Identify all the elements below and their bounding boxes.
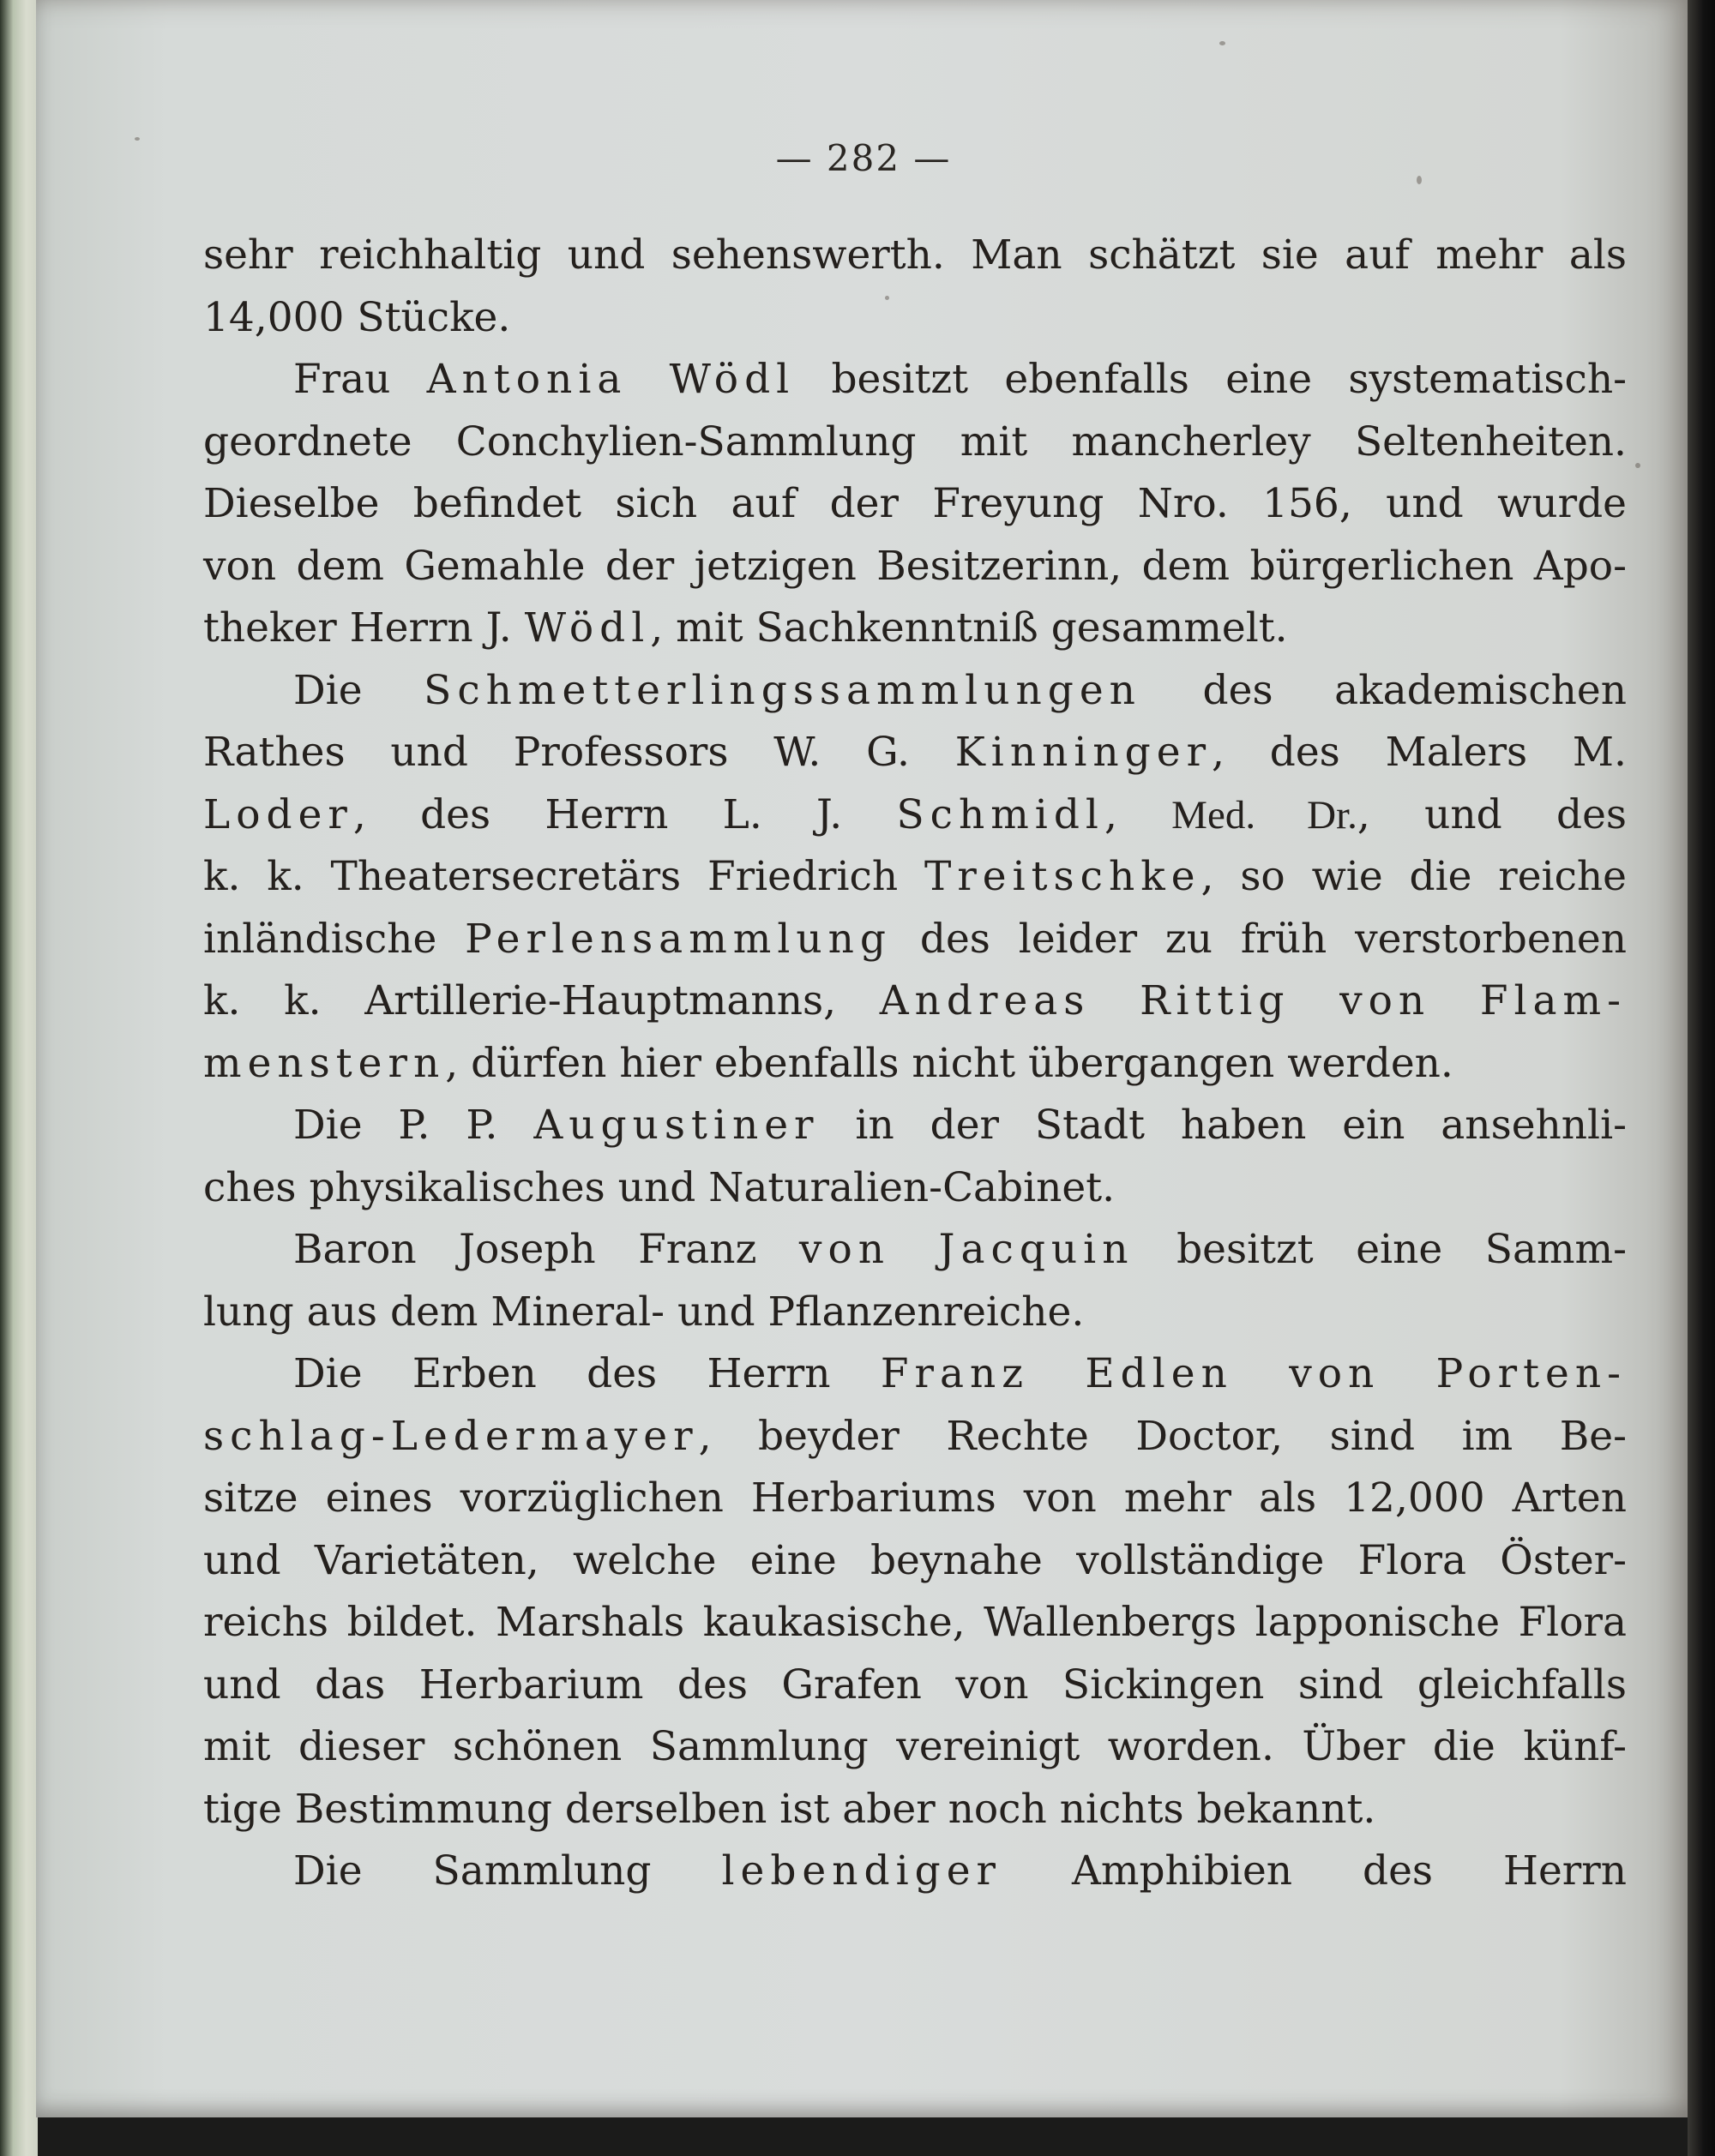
- spaced-emphasis-text: Andreas Rittig von Flam-: [879, 977, 1627, 1024]
- paper-speck: [1417, 176, 1422, 184]
- text-run: sehr reichhaltig und sehenswerth. Man schätzt sie auf mehr als: [203, 231, 1627, 279]
- text-run: Dieselbe befindet sich auf der Freyung Nro. 156, und wurde: [203, 480, 1627, 527]
- text-line: [203, 1655, 1627, 1717]
- text-run: besitzt eine Samm-: [1134, 1226, 1628, 1273]
- paper-speck: [1219, 41, 1225, 45]
- text-line: [203, 411, 1627, 474]
- text-run: Frau: [293, 356, 427, 403]
- text-line: [203, 1530, 1627, 1593]
- text-line: [203, 1095, 1627, 1157]
- spaced-emphasis-text: von Jacquin: [798, 1226, 1134, 1273]
- text-run: und Varietäten, welche eine beynahe vollständige Flora Öster-: [203, 1536, 1627, 1584]
- text-run: Rathes und Professors W. G.: [203, 729, 955, 776]
- text-run: Die Erben des Herrn: [293, 1350, 881, 1397]
- text-run: k. k. Theatersecretärs Friedrich: [203, 853, 924, 900]
- spaced-emphasis-text: lebendiger: [721, 1847, 1002, 1895]
- text-run: , so wie die reiche: [1200, 853, 1627, 900]
- text-line: [203, 970, 1627, 1033]
- spaced-emphasis-text: Augustiner: [533, 1102, 820, 1149]
- text-run: des leider zu früh verstorbenen: [892, 915, 1627, 963]
- paper-speck: [1635, 463, 1640, 468]
- spaced-emphasis-text: Schmetterlingssammlungen: [424, 666, 1141, 714]
- text-line: [203, 784, 1627, 847]
- text-line: [203, 349, 1627, 411]
- spaced-emphasis-text: Loder: [203, 790, 353, 838]
- text-run: tige Bestimmung derselben ist aber noch nichts bekannt.: [203, 1785, 1376, 1833]
- text-run: ,: [1104, 790, 1172, 838]
- text-line: [203, 536, 1627, 598]
- text-line: [203, 1282, 1627, 1344]
- text-run: mit dieser schönen Sammlung vereinigt worden. Über die künf-: [203, 1723, 1627, 1770]
- text-run: 14,000 Stücke.: [203, 293, 511, 341]
- spaced-emphasis-text: Treitschke: [924, 853, 1201, 900]
- text-line: [203, 722, 1627, 784]
- text-run: des akademischen: [1140, 666, 1627, 714]
- text-line: [203, 1406, 1627, 1468]
- text-line: [203, 1468, 1627, 1530]
- text-line: [203, 909, 1627, 971]
- text-run: in der Stadt haben ein ansehnli-: [819, 1102, 1627, 1149]
- text-run: theker Herrn J.: [203, 604, 525, 652]
- text-run: , dürfen hier ebenfalls nicht übergangen werden.: [445, 1039, 1453, 1087]
- text-run: , des Herrn L. J.: [352, 790, 897, 838]
- text-run: , und des: [1357, 790, 1628, 838]
- text-run: , des Malers M.: [1212, 729, 1627, 776]
- text-line: [203, 225, 1627, 287]
- text-run: k. k. Artillerie-Hauptmanns,: [203, 977, 880, 1024]
- text-run: sitze eines vorzüglichen Herbariums von mehr als 12,000 Arten: [203, 1474, 1627, 1522]
- text-run: Baron Joseph Franz: [293, 1226, 799, 1273]
- text-run: Amphibien des Herrn: [1001, 1847, 1627, 1895]
- text-line: [203, 846, 1627, 909]
- spaced-emphasis-text: schlag-Ledermayer: [203, 1412, 699, 1460]
- text-run: geordnete Conchylien-Sammlung mit mancherley Seltenheiten.: [203, 417, 1627, 465]
- text-line: [203, 1157, 1627, 1220]
- text-line: [203, 1841, 1627, 1903]
- spaced-emphasis-text: Perlensammlung: [465, 915, 893, 963]
- text-run: lung aus dem Mineral- und Pflanzenreiche.: [203, 1288, 1085, 1336]
- text-line: [203, 598, 1627, 660]
- text-line: [203, 1716, 1627, 1779]
- text-run: von dem Gemahle der jetzigen Besitzerinn, dem bürgerlichen Apo-: [203, 542, 1627, 590]
- spaced-emphasis-text: Antonia Wödl: [426, 356, 796, 403]
- body-text: [203, 225, 1627, 1903]
- spaced-emphasis-text: Kinninger: [954, 729, 1213, 776]
- text-line: [203, 660, 1627, 723]
- text-run: Die P. P.: [293, 1102, 534, 1149]
- antiqua-text: Med. Dr.: [1171, 792, 1357, 838]
- text-run: reichs bildet. Marshals kaukasische, Wallenbergs lapponische Flora: [203, 1599, 1627, 1646]
- text-line: [203, 1779, 1627, 1841]
- text-line: [203, 1219, 1627, 1282]
- book-spine-edge: [1688, 0, 1715, 2156]
- text-run: , beyder Rechte Doctor, sind im Be-: [698, 1412, 1627, 1460]
- text-run: Die Sammlung: [293, 1847, 722, 1895]
- page-number: — 282 —: [775, 137, 952, 179]
- paper-speck: [135, 137, 140, 141]
- spaced-emphasis-text: Schmidl: [896, 790, 1104, 838]
- book-cover-edge: [0, 0, 38, 2156]
- text-line: [203, 1343, 1627, 1406]
- text-line: [203, 1033, 1627, 1096]
- book-page: [36, 0, 1691, 2117]
- spaced-emphasis-text: menstern: [203, 1039, 446, 1087]
- text-run: ches physikalisches und Naturalien-Cabinet.: [203, 1163, 1116, 1211]
- text-run: inländische: [203, 915, 466, 963]
- text-line: [203, 287, 1627, 350]
- text-run: Die: [293, 666, 424, 714]
- text-line: [203, 473, 1627, 536]
- text-run: , mit Sachkenntniß gesammelt.: [650, 604, 1288, 652]
- spaced-emphasis-text: Wödl: [524, 604, 651, 652]
- text-run: und das Herbarium des Grafen von Sickingen sind gleichfalls: [203, 1661, 1627, 1709]
- spaced-emphasis-text: Franz Edlen von Porten-: [880, 1350, 1627, 1397]
- text-line: [203, 1592, 1627, 1655]
- text-run: besitzt ebenfalls eine systematisch-: [795, 356, 1627, 403]
